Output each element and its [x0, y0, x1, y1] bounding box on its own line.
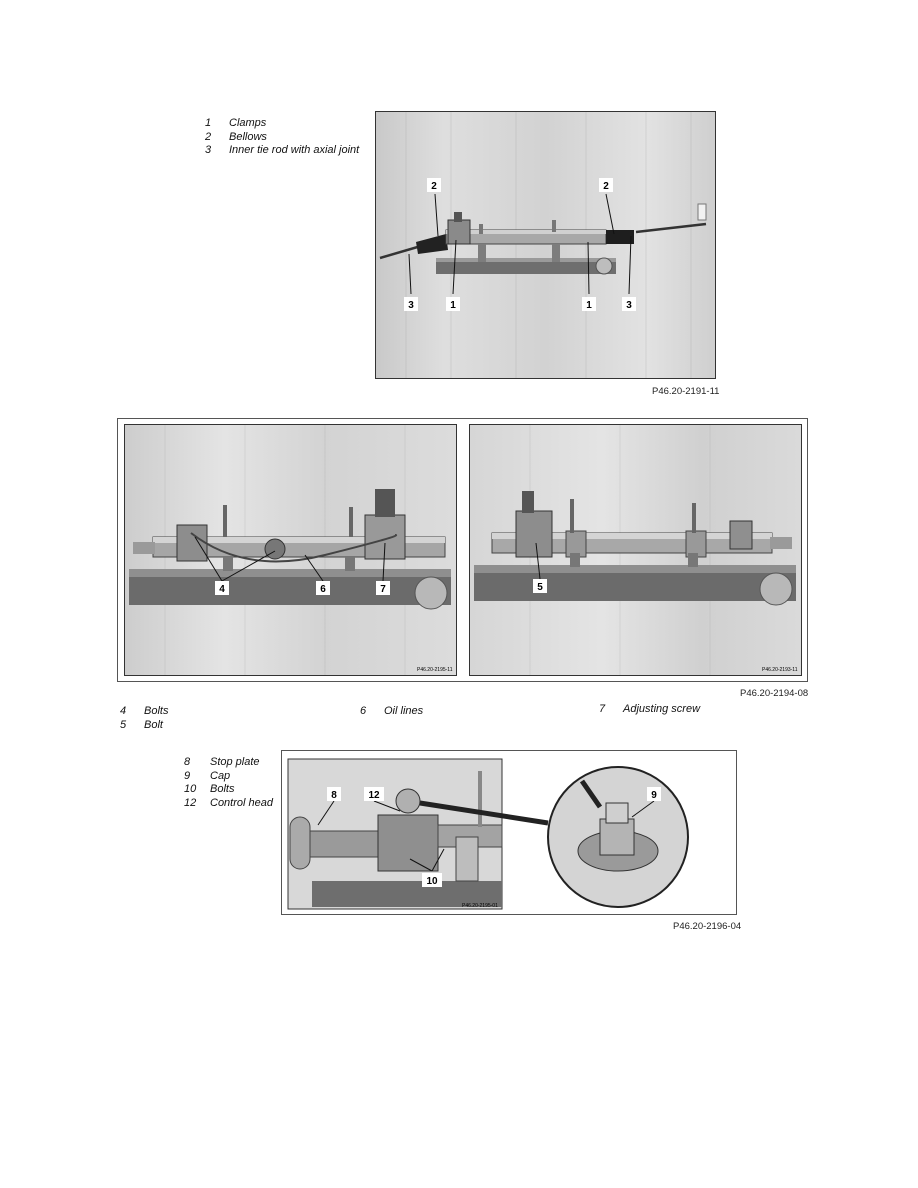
- legend-label: Bellows: [229, 130, 267, 143]
- legend-item: [184, 756, 273, 770]
- legend-label: Bolts: [144, 705, 169, 717]
- legend-label: Inner tie rod with axial joint: [229, 144, 360, 156]
- legend-number: 8: [184, 756, 191, 768]
- figure2-photo-left: [124, 424, 457, 676]
- callout-label: 7: [380, 584, 386, 595]
- legend-item: [120, 705, 168, 719]
- legend-number: 12: [184, 796, 197, 809]
- figure1-legend: [205, 117, 359, 158]
- legend-label: Adjusting screw: [623, 703, 701, 715]
- callout-label: 3: [626, 300, 632, 311]
- legend-number: 10: [184, 783, 197, 795]
- legend-item: [205, 144, 359, 158]
- legend-item: [184, 770, 273, 784]
- legend-number: 4: [120, 705, 127, 717]
- callout-label: 6: [320, 584, 326, 595]
- legend-number: 2: [205, 130, 212, 143]
- callout-label: 12: [368, 790, 380, 801]
- figure2-legend-col2: [360, 705, 423, 719]
- figure2-code: P46.20-2194-08: [740, 688, 809, 699]
- callout-label: 3: [408, 300, 414, 311]
- legend-label: Bolts: [210, 783, 235, 795]
- figure2-legend-col1: [120, 705, 168, 732]
- callout-label: 5: [537, 582, 543, 593]
- legend-item: [360, 705, 423, 719]
- steering-gear-illustration: [376, 112, 715, 378]
- legend-number: 6: [360, 705, 367, 717]
- figure3-frame: [281, 750, 737, 915]
- legend-item: [184, 797, 273, 811]
- figure2-legend-col3: [599, 703, 700, 717]
- figure2-photo-right: [469, 424, 802, 676]
- control-head-illustration: [282, 751, 736, 914]
- steering-gear-right-view: [470, 425, 801, 675]
- legend-label: Clamps: [229, 117, 267, 129]
- legend-number: 3: [205, 144, 212, 156]
- legend-label: Control head: [210, 796, 273, 809]
- steering-gear-left-view: [125, 425, 456, 675]
- legend-item: [599, 703, 700, 717]
- callout-label: 1: [586, 300, 592, 311]
- legend-number: 9: [184, 769, 191, 782]
- figure1-code: P46.20-2191-11: [652, 386, 720, 397]
- legend-label: Stop plate: [210, 756, 260, 768]
- callout-label: 1: [450, 300, 456, 311]
- callout-label: 8: [331, 790, 337, 801]
- legend-item: [205, 117, 359, 131]
- figure3-code: P46.20-2196-04: [673, 921, 742, 932]
- legend-label: Cap: [210, 769, 231, 782]
- legend-number: 5: [120, 718, 127, 731]
- photo-code: P46.20-2193-11: [762, 667, 798, 673]
- callout-label: 9: [651, 790, 657, 801]
- figure1-photo: [375, 111, 716, 379]
- legend-label: Bolt: [144, 718, 163, 731]
- callout-label: 2: [603, 181, 609, 192]
- legend-item: [120, 719, 168, 733]
- figure3-legend: [184, 756, 273, 810]
- callout-label: 4: [219, 584, 225, 595]
- legend-label: Oil lines: [384, 705, 424, 717]
- photo-code: P46.20-2195-11: [417, 667, 453, 673]
- legend-item: [205, 131, 359, 145]
- callout-label: 10: [426, 876, 438, 887]
- callout-label: 2: [431, 181, 437, 192]
- legend-number: 1: [205, 117, 212, 129]
- legend-item: [184, 783, 273, 797]
- photo-code: P46.20-2195-01: [462, 903, 498, 909]
- legend-number: 7: [599, 703, 606, 715]
